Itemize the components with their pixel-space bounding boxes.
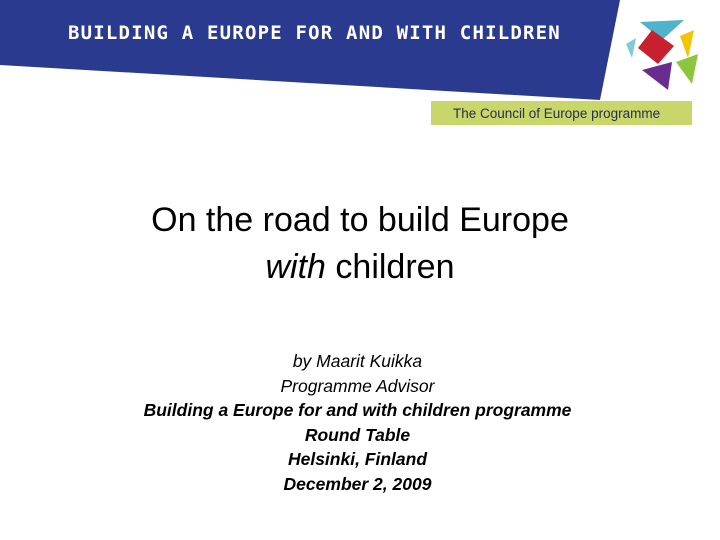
byline-event: Round Table xyxy=(304,424,411,445)
logo-red-diamond xyxy=(638,30,674,64)
logo-small-teal xyxy=(626,38,636,58)
byline-date: December 2, 2009 xyxy=(283,473,432,494)
logo-green-triangle xyxy=(676,54,698,84)
programme-tag-label: The Council of Europe programme xyxy=(453,105,661,121)
byline-role: Programme Advisor xyxy=(280,375,435,396)
building-europe-logo-icon xyxy=(622,18,702,90)
title-line-1: On the road to build Europe xyxy=(151,201,569,239)
logo-purple-triangle xyxy=(642,62,672,90)
banner-title: BUILDING A EUROPE FOR AND WITH CHILDREN xyxy=(68,22,561,44)
byline-location: Helsinki, Finland xyxy=(287,449,428,469)
banner-blue-shape xyxy=(0,0,620,100)
byline-programme: Building a Europe for and with children programme xyxy=(143,400,572,420)
byline-author: by Maarit Kuikka xyxy=(292,351,423,371)
programme-tag xyxy=(431,101,692,125)
title-line-2 xyxy=(60,244,660,291)
title-italic-word: with xyxy=(265,248,326,286)
logo-yellow-triangle xyxy=(680,30,694,58)
title-line-2-rest: children xyxy=(325,248,455,286)
slide-title xyxy=(60,197,660,291)
byline-block xyxy=(60,349,655,496)
